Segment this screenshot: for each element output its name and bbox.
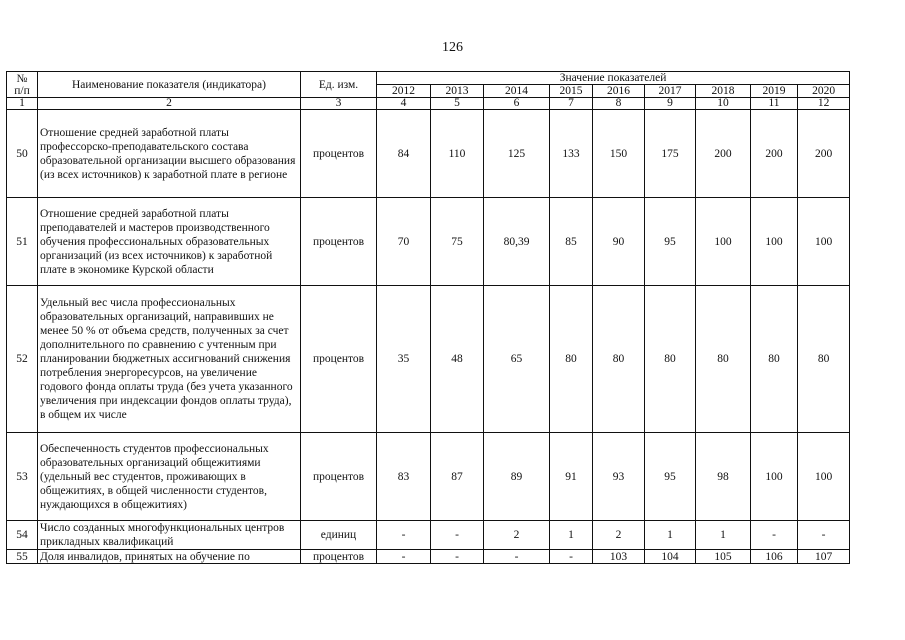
column-index-cell: 4 bbox=[377, 98, 431, 110]
value-cell: 2 bbox=[593, 521, 645, 550]
column-index-cell: 10 bbox=[696, 98, 751, 110]
header-year: 2020 bbox=[798, 85, 850, 98]
value-cell: 104 bbox=[645, 550, 696, 564]
header-year: 2013 bbox=[431, 85, 484, 98]
row-number: 53 bbox=[7, 433, 38, 521]
column-index-cell: 9 bbox=[645, 98, 696, 110]
indicator-name: Число созданных многофункциональных центров прикладных квалификаций bbox=[38, 521, 301, 550]
value-cell: 100 bbox=[798, 198, 850, 286]
indicator-name: Обеспеченность студентов профессиональных образовательных организаций общежитиями (удельный вес студентов, проживающих в общежитиях, в общей численности студентов, нуждающихся в общежитиях) bbox=[38, 433, 301, 521]
column-index-cell: 7 bbox=[550, 98, 593, 110]
row-number: 55 bbox=[7, 550, 38, 564]
value-cell: 95 bbox=[645, 198, 696, 286]
header-unit: Ед. изм. bbox=[301, 72, 377, 98]
value-cell: 100 bbox=[751, 198, 798, 286]
column-index-cell: 2 bbox=[38, 98, 301, 110]
value-cell: 100 bbox=[798, 433, 850, 521]
value-cell: 75 bbox=[431, 198, 484, 286]
table-row bbox=[7, 433, 850, 521]
value-cell: 48 bbox=[431, 286, 484, 433]
column-index-cell: 11 bbox=[751, 98, 798, 110]
value-cell: 65 bbox=[484, 286, 550, 433]
value-cell: 83 bbox=[377, 433, 431, 521]
column-index-cell: 8 bbox=[593, 98, 645, 110]
value-cell: 100 bbox=[751, 433, 798, 521]
unit-cell: процентов bbox=[301, 286, 377, 433]
value-cell: 90 bbox=[593, 198, 645, 286]
value-cell: - bbox=[431, 550, 484, 564]
table-row bbox=[7, 286, 850, 433]
value-cell: - bbox=[798, 521, 850, 550]
header-values-group: Значение показателей bbox=[377, 72, 850, 85]
value-cell: 89 bbox=[484, 433, 550, 521]
page-number: 126 bbox=[442, 40, 463, 55]
header-year: 2016 bbox=[593, 85, 645, 98]
value-cell: 106 bbox=[751, 550, 798, 564]
value-cell: 133 bbox=[550, 110, 593, 198]
unit-cell: процентов bbox=[301, 433, 377, 521]
unit-cell: единиц bbox=[301, 521, 377, 550]
table-row bbox=[7, 521, 850, 550]
header-year: 2017 bbox=[645, 85, 696, 98]
value-cell: 1 bbox=[645, 521, 696, 550]
value-cell: 105 bbox=[696, 550, 751, 564]
value-cell: 200 bbox=[798, 110, 850, 198]
column-index-cell: 1 bbox=[7, 98, 38, 110]
value-cell: 2 bbox=[484, 521, 550, 550]
value-cell: 80 bbox=[645, 286, 696, 433]
header-year: 2012 bbox=[377, 85, 431, 98]
value-cell: 80 bbox=[550, 286, 593, 433]
column-index-cell: 3 bbox=[301, 98, 377, 110]
value-cell: - bbox=[751, 521, 798, 550]
value-cell: - bbox=[377, 521, 431, 550]
header-name: Наименование показателя (индикатора) bbox=[38, 72, 301, 98]
value-cell: 150 bbox=[593, 110, 645, 198]
indicator-name: Доля инвалидов, принятых на обучение по bbox=[38, 550, 301, 564]
header-year: 2015 bbox=[550, 85, 593, 98]
row-number: 52 bbox=[7, 286, 38, 433]
table-row bbox=[7, 198, 850, 286]
column-index-cell: 6 bbox=[484, 98, 550, 110]
value-cell: 1 bbox=[550, 521, 593, 550]
unit-cell: процентов bbox=[301, 110, 377, 198]
value-cell: 80 bbox=[696, 286, 751, 433]
value-cell: 175 bbox=[645, 110, 696, 198]
header-year: 2014 bbox=[484, 85, 550, 98]
value-cell: 91 bbox=[550, 433, 593, 521]
value-cell: - bbox=[377, 550, 431, 564]
value-cell: 95 bbox=[645, 433, 696, 521]
unit-cell: процентов bbox=[301, 198, 377, 286]
indicator-name: Отношение средней заработной платы профессорско-преподавательского состава образовательной организации высшего образования (из всех источников) к заработной плате в регионе bbox=[38, 110, 301, 198]
header-num: № п/п bbox=[7, 72, 38, 98]
value-cell: 70 bbox=[377, 198, 431, 286]
value-cell: 1 bbox=[696, 521, 751, 550]
header-year: 2018 bbox=[696, 85, 751, 98]
value-cell: 84 bbox=[377, 110, 431, 198]
column-index-cell: 12 bbox=[798, 98, 850, 110]
row-number: 54 bbox=[7, 521, 38, 550]
indicator-name: Удельный вес числа профессиональных образовательных организаций, направивших не менее 50 % от объема средств, полученных за счет дополнительного по сравнению с учтенным при планировании бюджетных ассигнований снижения потребления энергоресурсов, на увеличение годового фонда оплаты труда (без учета указанного увеличения при индексации фондов оплаты труда), в общем их числе bbox=[38, 286, 301, 433]
value-cell: 80 bbox=[751, 286, 798, 433]
value-cell: 125 bbox=[484, 110, 550, 198]
value-cell: 103 bbox=[593, 550, 645, 564]
value-cell: 87 bbox=[431, 433, 484, 521]
value-cell: 107 bbox=[798, 550, 850, 564]
row-number: 50 bbox=[7, 110, 38, 198]
value-cell: 98 bbox=[696, 433, 751, 521]
table-row bbox=[7, 110, 850, 198]
value-cell: - bbox=[484, 550, 550, 564]
unit-cell: процентов bbox=[301, 550, 377, 564]
value-cell: 110 bbox=[431, 110, 484, 198]
value-cell: 35 bbox=[377, 286, 431, 433]
value-cell: 200 bbox=[751, 110, 798, 198]
value-cell: 80 bbox=[593, 286, 645, 433]
value-cell: - bbox=[431, 521, 484, 550]
value-cell: 100 bbox=[696, 198, 751, 286]
value-cell: 93 bbox=[593, 433, 645, 521]
value-cell: 85 bbox=[550, 198, 593, 286]
indicator-name: Отношение средней заработной платы преподавателей и мастеров производственного обучения профессиональных образовательных организаций (из всех источников) к заработной плате в экономике Курской области bbox=[38, 198, 301, 286]
table-row bbox=[7, 550, 850, 564]
header-year: 2019 bbox=[751, 85, 798, 98]
indicators-table bbox=[6, 71, 850, 564]
value-cell: 80 bbox=[798, 286, 850, 433]
value-cell: 80,39 bbox=[484, 198, 550, 286]
value-cell: 200 bbox=[696, 110, 751, 198]
row-number: 51 bbox=[7, 198, 38, 286]
value-cell: - bbox=[550, 550, 593, 564]
column-index-cell: 5 bbox=[431, 98, 484, 110]
